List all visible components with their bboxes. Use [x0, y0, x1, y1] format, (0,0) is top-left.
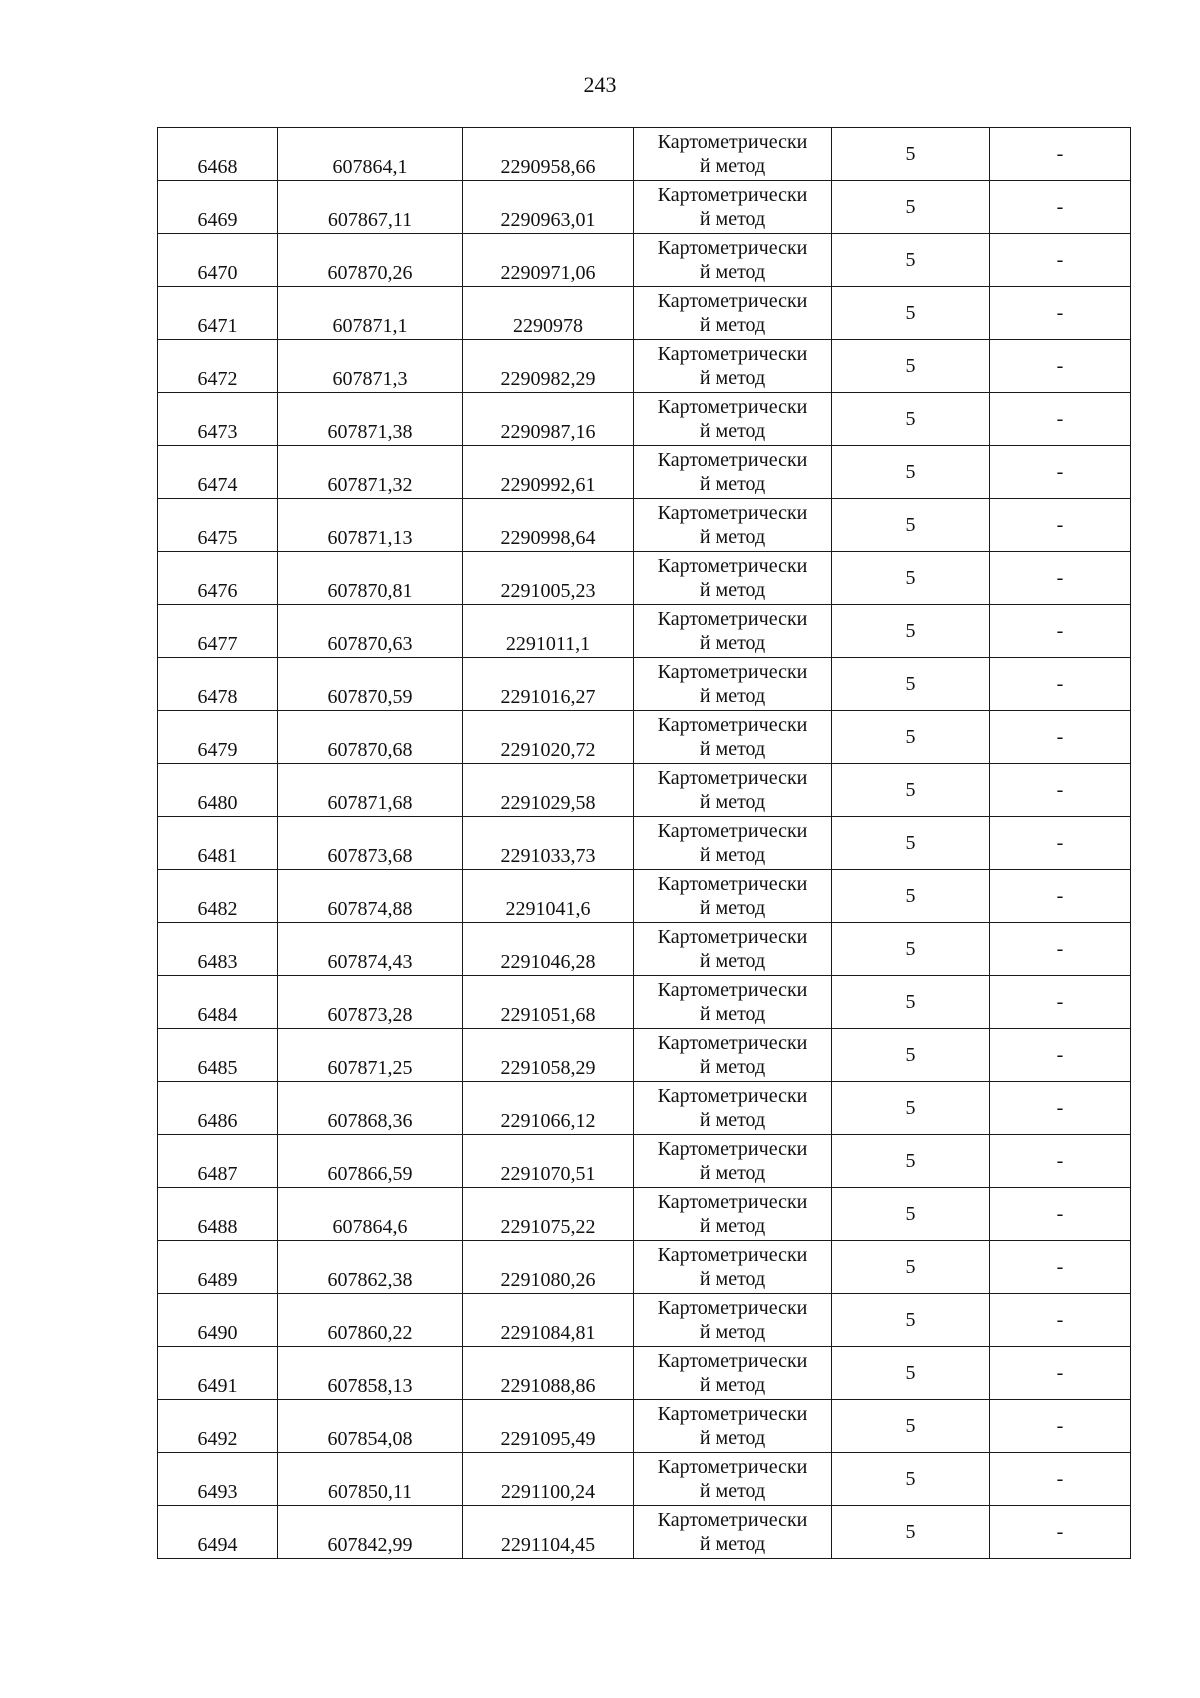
x-coordinate-cell: 607870,63 [278, 605, 463, 658]
description-cell: - [990, 340, 1131, 393]
description-cell: - [990, 287, 1131, 340]
point-number-cell: 6487 [158, 1135, 278, 1188]
accuracy-cell: 5 [832, 1029, 990, 1082]
method-line-2: й метод [699, 1162, 766, 1184]
point-number-cell: 6492 [158, 1400, 278, 1453]
table-row [158, 1294, 1131, 1347]
method-cell [634, 499, 832, 552]
method-line-1: Картометрически [657, 608, 808, 630]
x-coordinate-cell: 607871,38 [278, 393, 463, 446]
method-line-1: Картометрически [657, 237, 808, 259]
description-cell: - [990, 446, 1131, 499]
y-coordinate-cell: 2290987,16 [463, 393, 634, 446]
point-number-cell: 6489 [158, 1241, 278, 1294]
point-number-cell: 6485 [158, 1029, 278, 1082]
description-cell: - [990, 234, 1131, 287]
y-coordinate-cell: 2291100,24 [463, 1453, 634, 1506]
method-line-1: Картометрически [657, 502, 808, 524]
point-number-cell: 6494 [158, 1506, 278, 1559]
method-line-2: й метод [699, 1056, 766, 1078]
point-number-cell: 6493 [158, 1453, 278, 1506]
accuracy-cell: 5 [832, 181, 990, 234]
accuracy-cell: 5 [832, 764, 990, 817]
method-cell [634, 1188, 832, 1241]
table-row [158, 393, 1131, 446]
accuracy-cell: 5 [832, 1135, 990, 1188]
method-line-1: Картометрически [657, 873, 808, 895]
y-coordinate-cell: 2291075,22 [463, 1188, 634, 1241]
table-row [158, 234, 1131, 287]
y-coordinate-cell: 2291020,72 [463, 711, 634, 764]
method-line-2: й метод [699, 950, 766, 972]
method-cell [634, 1400, 832, 1453]
point-number-cell: 6474 [158, 446, 278, 499]
table-row [158, 1506, 1131, 1559]
table-body [158, 128, 1131, 1559]
method-line-1: Картометрически [657, 449, 808, 471]
table-row [158, 1188, 1131, 1241]
point-number-cell: 6475 [158, 499, 278, 552]
table-row [158, 552, 1131, 605]
accuracy-cell: 5 [832, 1400, 990, 1453]
accuracy-cell: 5 [832, 1188, 990, 1241]
point-number-cell: 6476 [158, 552, 278, 605]
y-coordinate-cell: 2291033,73 [463, 817, 634, 870]
method-cell [634, 393, 832, 446]
table-row [158, 817, 1131, 870]
method-line-1: Картометрически [657, 820, 808, 842]
method-line-2: й метод [699, 685, 766, 707]
method-cell [634, 1453, 832, 1506]
description-cell: - [990, 1135, 1131, 1188]
method-line-1: Картометрически [657, 1403, 808, 1425]
x-coordinate-cell: 607871,13 [278, 499, 463, 552]
description-cell: - [990, 817, 1131, 870]
x-coordinate-cell: 607871,32 [278, 446, 463, 499]
method-cell [634, 128, 832, 181]
method-line-1: Картометрически [657, 1085, 808, 1107]
description-cell: - [990, 1188, 1131, 1241]
method-line-1: Картометрически [657, 926, 808, 948]
point-number-cell: 6468 [158, 128, 278, 181]
accuracy-cell: 5 [832, 446, 990, 499]
method-line-2: й метод [699, 632, 766, 654]
x-coordinate-cell: 607874,88 [278, 870, 463, 923]
x-coordinate-cell: 607860,22 [278, 1294, 463, 1347]
method-line-2: й метод [699, 1480, 766, 1502]
method-line-2: й метод [699, 261, 766, 283]
method-line-1: Картометрически [657, 131, 808, 153]
accuracy-cell: 5 [832, 287, 990, 340]
point-number-cell: 6478 [158, 658, 278, 711]
method-line-2: й метод [699, 1533, 766, 1555]
method-line-1: Картометрически [657, 1297, 808, 1319]
x-coordinate-cell: 607854,08 [278, 1400, 463, 1453]
point-number-cell: 6486 [158, 1082, 278, 1135]
method-line-1: Картометрически [657, 1350, 808, 1372]
method-line-1: Картометрически [657, 979, 808, 1001]
accuracy-cell: 5 [832, 1506, 990, 1559]
table-row [158, 1029, 1131, 1082]
method-cell [634, 923, 832, 976]
y-coordinate-cell: 2290998,64 [463, 499, 634, 552]
method-cell [634, 1135, 832, 1188]
x-coordinate-cell: 607864,1 [278, 128, 463, 181]
y-coordinate-cell: 2291095,49 [463, 1400, 634, 1453]
method-line-2: й метод [699, 844, 766, 866]
method-line-2: й метод [699, 1427, 766, 1449]
y-coordinate-cell: 2291005,23 [463, 552, 634, 605]
description-cell: - [990, 1241, 1131, 1294]
method-line-2: й метод [699, 208, 766, 230]
description-cell: - [990, 1294, 1131, 1347]
accuracy-cell: 5 [832, 817, 990, 870]
y-coordinate-cell: 2291058,29 [463, 1029, 634, 1082]
description-cell: - [990, 870, 1131, 923]
table-row [158, 1135, 1131, 1188]
description-cell: - [990, 976, 1131, 1029]
table-row [158, 1241, 1131, 1294]
y-coordinate-cell: 2290958,66 [463, 128, 634, 181]
point-number-cell: 6491 [158, 1347, 278, 1400]
description-cell: - [990, 1506, 1131, 1559]
method-cell [634, 658, 832, 711]
method-line-2: й метод [699, 155, 766, 177]
point-number-cell: 6471 [158, 287, 278, 340]
point-number-cell: 6482 [158, 870, 278, 923]
table-row [158, 605, 1131, 658]
method-line-1: Картометрически [657, 1244, 808, 1266]
x-coordinate-cell: 607874,43 [278, 923, 463, 976]
accuracy-cell: 5 [832, 1241, 990, 1294]
coordinates-table [157, 127, 1131, 1559]
y-coordinate-cell: 2291088,86 [463, 1347, 634, 1400]
point-number-cell: 6480 [158, 764, 278, 817]
method-line-2: й метод [699, 526, 766, 548]
description-cell: - [990, 605, 1131, 658]
y-coordinate-cell: 2290992,61 [463, 446, 634, 499]
y-coordinate-cell: 2291016,27 [463, 658, 634, 711]
point-number-cell: 6481 [158, 817, 278, 870]
x-coordinate-cell: 607871,1 [278, 287, 463, 340]
point-number-cell: 6469 [158, 181, 278, 234]
x-coordinate-cell: 607850,11 [278, 1453, 463, 1506]
accuracy-cell: 5 [832, 605, 990, 658]
x-coordinate-cell: 607864,6 [278, 1188, 463, 1241]
description-cell: - [990, 1082, 1131, 1135]
method-cell [634, 446, 832, 499]
accuracy-cell: 5 [832, 499, 990, 552]
x-coordinate-cell: 607870,81 [278, 552, 463, 605]
description-cell: - [990, 393, 1131, 446]
y-coordinate-cell: 2291046,28 [463, 923, 634, 976]
y-coordinate-cell: 2290971,06 [463, 234, 634, 287]
accuracy-cell: 5 [832, 658, 990, 711]
y-coordinate-cell: 2291104,45 [463, 1506, 634, 1559]
method-line-2: й метод [699, 473, 766, 495]
table-row [158, 499, 1131, 552]
point-number-cell: 6490 [158, 1294, 278, 1347]
x-coordinate-cell: 607868,36 [278, 1082, 463, 1135]
method-line-2: й метод [699, 1374, 766, 1396]
description-cell: - [990, 499, 1131, 552]
table-row [158, 287, 1131, 340]
method-cell [634, 552, 832, 605]
method-line-1: Картометрически [657, 1032, 808, 1054]
method-cell [634, 605, 832, 658]
point-number-cell: 6470 [158, 234, 278, 287]
point-number-cell: 6488 [158, 1188, 278, 1241]
table-row [158, 1453, 1131, 1506]
description-cell: - [990, 181, 1131, 234]
table-row [158, 976, 1131, 1029]
accuracy-cell: 5 [832, 1347, 990, 1400]
x-coordinate-cell: 607870,26 [278, 234, 463, 287]
table-row [158, 923, 1131, 976]
method-line-2: й метод [699, 420, 766, 442]
method-line-2: й метод [699, 897, 766, 919]
point-number-cell: 6479 [158, 711, 278, 764]
point-number-cell: 6483 [158, 923, 278, 976]
y-coordinate-cell: 2290978 [463, 287, 634, 340]
x-coordinate-cell: 607862,38 [278, 1241, 463, 1294]
table-row [158, 446, 1131, 499]
method-cell [634, 1347, 832, 1400]
description-cell: - [990, 1453, 1131, 1506]
method-line-2: й метод [699, 1268, 766, 1290]
accuracy-cell: 5 [832, 234, 990, 287]
method-line-2: й метод [699, 738, 766, 760]
method-cell [634, 181, 832, 234]
method-line-1: Картометрически [657, 184, 808, 206]
accuracy-cell: 5 [832, 976, 990, 1029]
accuracy-cell: 5 [832, 1294, 990, 1347]
description-cell: - [990, 1029, 1131, 1082]
method-line-1: Картометрически [657, 555, 808, 577]
method-line-1: Картометрически [657, 767, 808, 789]
description-cell: - [990, 552, 1131, 605]
table-row [158, 128, 1131, 181]
method-cell [634, 287, 832, 340]
method-cell [634, 1241, 832, 1294]
description-cell: - [990, 764, 1131, 817]
point-number-cell: 6473 [158, 393, 278, 446]
table-row [158, 1400, 1131, 1453]
x-coordinate-cell: 607866,59 [278, 1135, 463, 1188]
x-coordinate-cell: 607858,13 [278, 1347, 463, 1400]
y-coordinate-cell: 2291066,12 [463, 1082, 634, 1135]
point-number-cell: 6472 [158, 340, 278, 393]
table-row [158, 764, 1131, 817]
x-coordinate-cell: 607842,99 [278, 1506, 463, 1559]
method-line-2: й метод [699, 1003, 766, 1025]
method-cell [634, 711, 832, 764]
method-cell [634, 1294, 832, 1347]
table-row [158, 870, 1131, 923]
x-coordinate-cell: 607873,28 [278, 976, 463, 1029]
table-row [158, 1347, 1131, 1400]
y-coordinate-cell: 2291011,1 [463, 605, 634, 658]
method-line-1: Картометрически [657, 396, 808, 418]
method-cell [634, 234, 832, 287]
method-line-2: й метод [699, 367, 766, 389]
method-line-1: Картометрически [657, 1509, 808, 1531]
point-number-cell: 6477 [158, 605, 278, 658]
accuracy-cell: 5 [832, 1453, 990, 1506]
table-row [158, 340, 1131, 393]
accuracy-cell: 5 [832, 393, 990, 446]
method-cell [634, 817, 832, 870]
x-coordinate-cell: 607870,68 [278, 711, 463, 764]
method-line-1: Картометрически [657, 1456, 808, 1478]
x-coordinate-cell: 607870,59 [278, 658, 463, 711]
x-coordinate-cell: 607871,3 [278, 340, 463, 393]
y-coordinate-cell: 2291051,68 [463, 976, 634, 1029]
method-line-2: й метод [699, 1109, 766, 1131]
method-cell [634, 976, 832, 1029]
method-line-2: й метод [699, 1215, 766, 1237]
y-coordinate-cell: 2291080,26 [463, 1241, 634, 1294]
page-number: 243 [583, 72, 617, 97]
method-line-2: й метод [699, 791, 766, 813]
x-coordinate-cell: 607867,11 [278, 181, 463, 234]
y-coordinate-cell: 2290963,01 [463, 181, 634, 234]
method-cell [634, 1029, 832, 1082]
accuracy-cell: 5 [832, 552, 990, 605]
x-coordinate-cell: 607873,68 [278, 817, 463, 870]
description-cell: - [990, 1400, 1131, 1453]
x-coordinate-cell: 607871,25 [278, 1029, 463, 1082]
accuracy-cell: 5 [832, 128, 990, 181]
table-row [158, 658, 1131, 711]
y-coordinate-cell: 2291029,58 [463, 764, 634, 817]
table-row [158, 711, 1131, 764]
y-coordinate-cell: 2291070,51 [463, 1135, 634, 1188]
method-line-1: Картометрически [657, 290, 808, 312]
accuracy-cell: 5 [832, 1082, 990, 1135]
method-line-1: Картометрически [657, 1191, 808, 1213]
x-coordinate-cell: 607871,68 [278, 764, 463, 817]
description-cell: - [990, 923, 1131, 976]
method-cell [634, 1506, 832, 1559]
description-cell: - [990, 711, 1131, 764]
method-line-1: Картометрически [657, 343, 808, 365]
description-cell: - [990, 1347, 1131, 1400]
table-row [158, 181, 1131, 234]
description-cell: - [990, 658, 1131, 711]
method-line-1: Картометрически [657, 661, 808, 683]
method-cell [634, 870, 832, 923]
method-line-2: й метод [699, 1321, 766, 1343]
accuracy-cell: 5 [832, 711, 990, 764]
point-number-cell: 6484 [158, 976, 278, 1029]
y-coordinate-cell: 2290982,29 [463, 340, 634, 393]
method-cell [634, 764, 832, 817]
accuracy-cell: 5 [832, 870, 990, 923]
method-line-2: й метод [699, 579, 766, 601]
method-line-2: й метод [699, 314, 766, 336]
method-line-1: Картометрически [657, 714, 808, 736]
method-cell [634, 340, 832, 393]
accuracy-cell: 5 [832, 923, 990, 976]
description-cell: - [990, 128, 1131, 181]
y-coordinate-cell: 2291041,6 [463, 870, 634, 923]
y-coordinate-cell: 2291084,81 [463, 1294, 634, 1347]
table-row [158, 1082, 1131, 1135]
method-line-1: Картометрически [657, 1138, 808, 1160]
accuracy-cell: 5 [832, 340, 990, 393]
method-cell [634, 1082, 832, 1135]
